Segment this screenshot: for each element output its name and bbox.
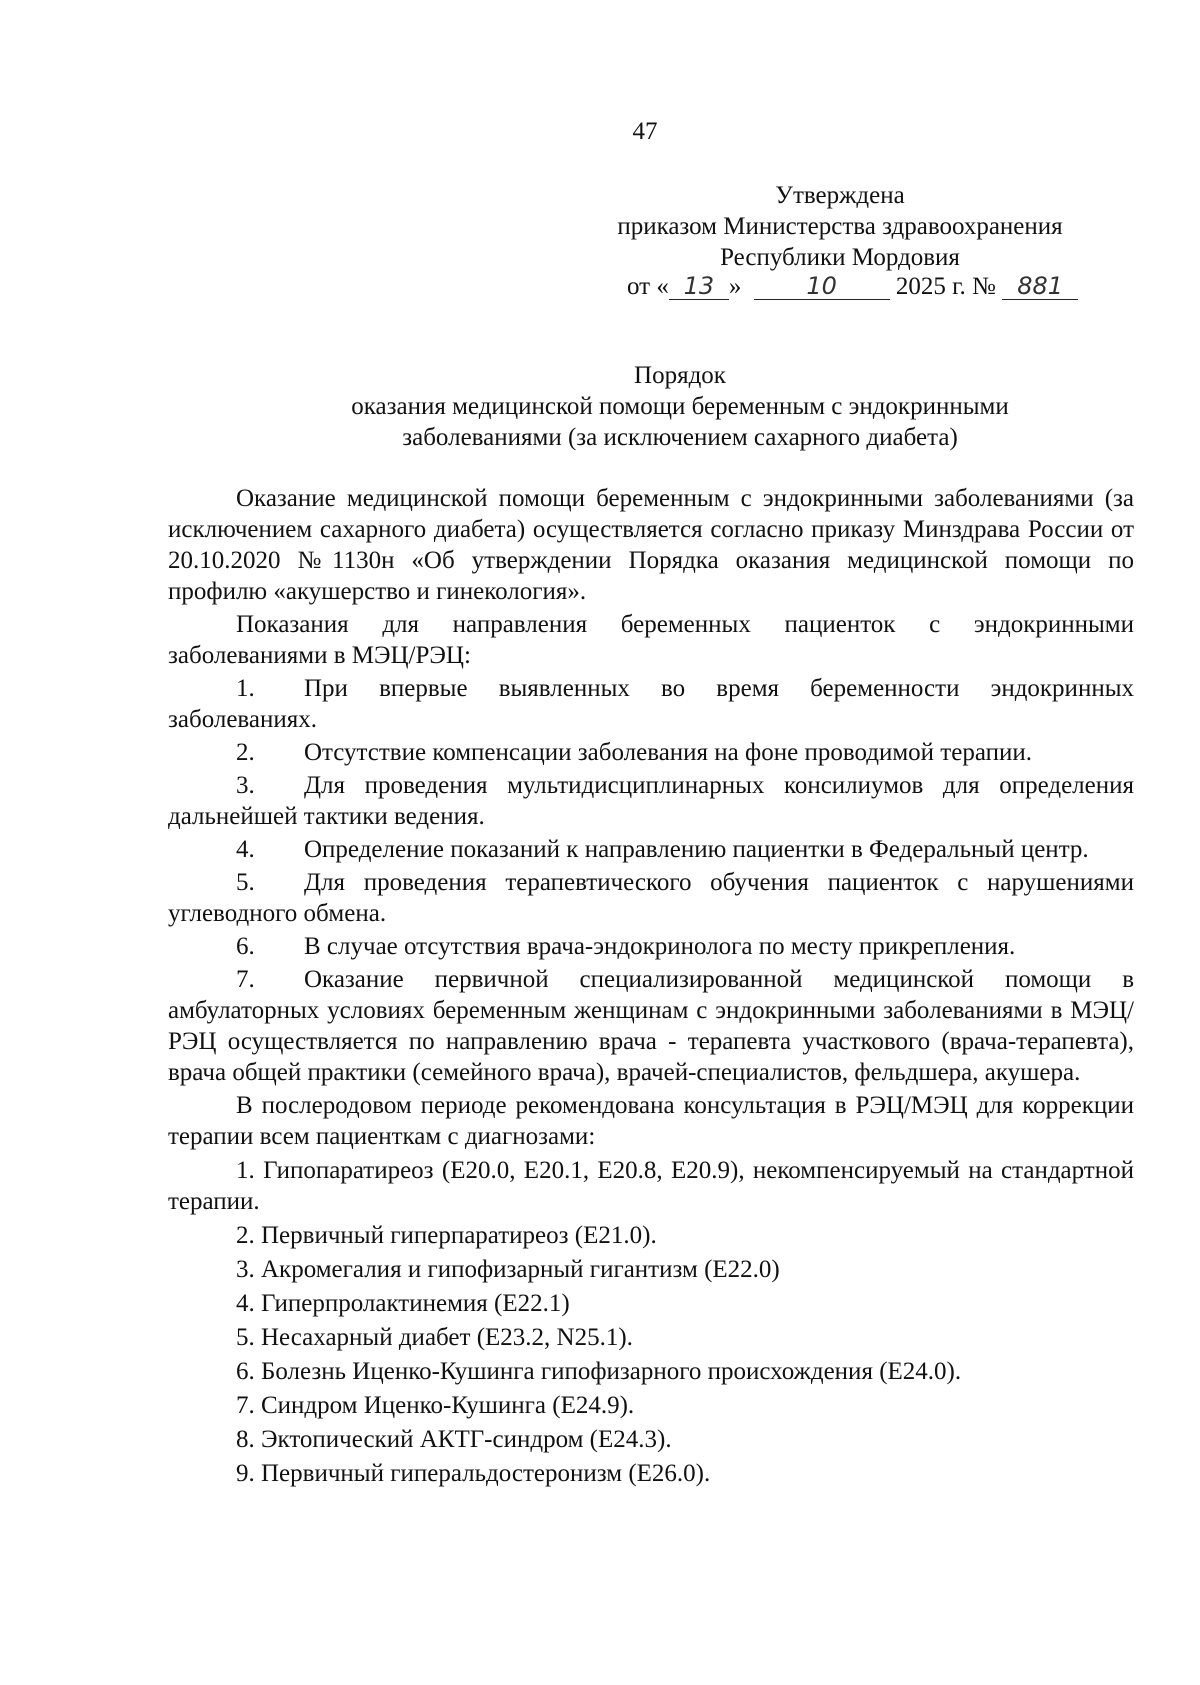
approval-line-2: приказом Министерства здравоохранения — [617, 213, 1063, 240]
title-line-3: заболеваниями (за исключением сахарного диабета) — [402, 424, 958, 451]
diagnosis-item: 9. Первичный гиперальдостеронизм (E26.0). — [236, 1460, 711, 1487]
intro-paragraph: Оказание медицинской помощи беременным с эндокринными заболеваниями (за исключением сахарного диабета) осуществляется согласно приказу Минздрава России от 20.10.2020 №1130н «Об утверждении Порядка оказания медицинской помощи по профилю «акушерство и гинекология». — [168, 485, 1134, 605]
title-line-2: оказания медицинской помощи беременным с эндокринными — [351, 393, 1009, 420]
diagnosis-item: 2. Первичный гиперпаратиреоз (E21.0). — [236, 1222, 657, 1249]
document-body — [168, 483, 1134, 1489]
approval-stamp — [560, 180, 1120, 273]
handwritten-number: 881 — [1002, 273, 1078, 300]
approval-line-1: Утверждена — [775, 182, 905, 209]
diagnosis-item: 1. Гипопаратиреоз (E20.0, E20.1, E20.8, E20.9), некомпенсируемый на стандартной терапии. — [168, 1157, 1134, 1215]
date-prefix: от « — [627, 273, 669, 300]
list-item: 7. Оказание первичной специализированной медицинской помощи в амбулаторных условиях беременным женщинам с эндокринными заболеваниями в МЭЦ/РЭЦ осуществляется по направлению врача - терапевта участкового (врача-терапевта), врача общей практики (семейного врача), врачей-специалистов, фельдшера, акушера. — [168, 966, 1134, 1086]
handwritten-day: 13 — [669, 273, 729, 300]
list-item: 1. При впервые выявленных во время беременности эндокринных заболеваниях. — [168, 675, 1134, 733]
diagnosis-item: 4. Гиперпролактинемия (E22.1) — [236, 1290, 570, 1317]
indications-list — [168, 673, 1134, 1088]
indications-heading: Показания для направления беременных пациенток с эндокринными заболеваниями в МЭЦ/РЭЦ: — [168, 611, 1134, 669]
diagnosis-item: 7. Синдром Иценко-Кушинга (E24.9). — [236, 1392, 635, 1419]
list-item: 2. Отсутствие компенсации заболевания на фоне проводимой терапии. — [236, 739, 1032, 766]
list-item: 6. В случае отсутствия врача-эндокринолога по месту прикрепления. — [236, 933, 1016, 960]
list-item: 3. Для проведения мультидисциплинарных консилиумов для определения дальнейшей тактики ведения. — [168, 772, 1134, 830]
title-line-1: Порядок — [634, 362, 726, 389]
handwritten-month: 10 — [754, 273, 890, 300]
date-year: 2025 г. № — [895, 273, 996, 300]
document-title — [300, 360, 1060, 453]
diagnosis-item: 3. Акромегалия и гипофизарный гигантизм (E22.0) — [236, 1256, 780, 1283]
diagnosis-item: 5. Несахарный диабет (E23.2, N25.1). — [236, 1324, 633, 1351]
approval-line-3: Республики Мордовия — [720, 244, 960, 271]
list-item: 5. Для проведения терапевтического обучения пациенток с нарушениями углеводного обмена. — [168, 869, 1134, 927]
date-day-close: » — [728, 273, 742, 300]
diagnosis-item: 6. Болезнь Иценко-Кушинга гипофизарного происхождения (E24.0). — [236, 1358, 962, 1385]
diagnoses-list — [168, 1155, 1134, 1489]
diagnosis-item: 8. Эктопический АКТГ-синдром (E24.3). — [236, 1426, 672, 1453]
list-item: 4. Определение показаний к направлению пациентки в Федеральный центр. — [236, 836, 1089, 863]
approval-date — [627, 270, 1147, 304]
page-number: 47 — [632, 118, 658, 145]
postpartum-heading: В послеродовом периоде рекомендована консультация в РЭЦ/МЭЦ для коррекции терапии всем пациенткам с диагнозами: — [168, 1092, 1134, 1150]
